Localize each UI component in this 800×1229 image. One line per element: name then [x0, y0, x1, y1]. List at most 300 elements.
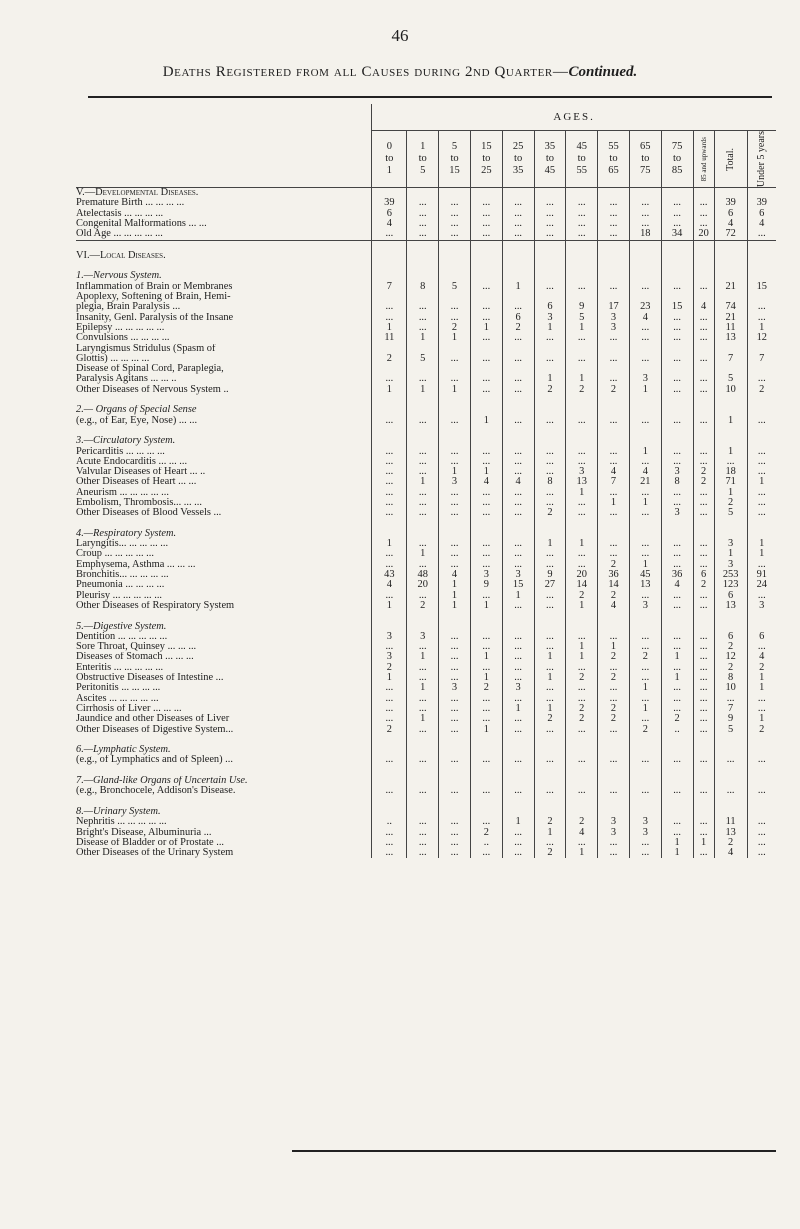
table-cell: ... [566, 632, 598, 642]
table-cell [407, 251, 439, 261]
row-label [76, 797, 372, 807]
row-label: Other Diseases of Blood Vessels ... [76, 508, 222, 519]
table-cell: ... [629, 457, 661, 467]
table-cell: ... [439, 673, 471, 683]
table-cell [693, 426, 714, 436]
row-label [76, 426, 372, 436]
row-label: Croup ... ... ... ... ... [76, 549, 154, 560]
table-row [76, 405, 776, 415]
table-cell: 2 [372, 725, 407, 735]
table-cell: ... [693, 209, 714, 219]
table-cell: 14 [566, 580, 598, 590]
table-cell [661, 188, 693, 199]
table-cell: 2 [747, 725, 776, 735]
table-cell: 1 [566, 374, 598, 384]
table-cell: ... [693, 652, 714, 662]
table-row [76, 519, 776, 529]
table-row [76, 807, 776, 817]
table-cell [502, 271, 534, 281]
table-cell: ... [629, 632, 661, 642]
table-cell: ... [598, 663, 630, 673]
table-cell: 9 [470, 580, 502, 590]
table-row [76, 725, 776, 735]
table-cell: ... [629, 323, 661, 333]
table-cell [407, 622, 439, 632]
age-column-header: 15 to 25 [470, 131, 502, 188]
table-cell: ... [470, 229, 502, 240]
table-cell [693, 271, 714, 281]
table-cell: ... [566, 209, 598, 219]
table-cell: ... [629, 539, 661, 549]
table-cell: ... [661, 786, 693, 796]
table-cell [661, 529, 693, 539]
table-cell: ... [566, 725, 598, 735]
table-cell: ... [661, 663, 693, 673]
total-header-text: Total. [725, 147, 737, 171]
table-cell: 1 [566, 539, 598, 549]
row-label: Laryngitis... ... ... ... ... [76, 539, 169, 550]
table-cell: ... [372, 498, 407, 508]
table-cell: ... [502, 632, 534, 642]
table-cell: ... [407, 302, 439, 312]
table-cell: 11 [372, 333, 407, 343]
table-cell: ... [566, 694, 598, 704]
table-cell [714, 426, 747, 436]
table-cell: ... [566, 219, 598, 229]
table-cell: 1 [439, 385, 471, 395]
table-cell: ... [661, 755, 693, 765]
table-cell [470, 622, 502, 632]
table-cell: 1 [407, 333, 439, 343]
table-cell: ... [372, 447, 407, 457]
table-cell: ... [470, 632, 502, 642]
table-cell [566, 622, 598, 632]
under-5-header [747, 131, 776, 188]
table-cell: ... [693, 488, 714, 498]
table-row [76, 529, 776, 539]
table-cell [534, 519, 566, 529]
table-cell: ... [629, 642, 661, 652]
row-label [76, 766, 372, 776]
row-label: Disease of Spinal Cord, Paraplegia, [76, 364, 224, 375]
row-label: Bronchitis... ... ... ... ... [76, 570, 169, 581]
table-cell: ... [470, 704, 502, 714]
table-cell: ... [629, 282, 661, 292]
table-cell: ... [534, 416, 566, 426]
table-cell: 2 [534, 848, 566, 858]
table-cell: ... [661, 219, 693, 229]
row-label: Premature Birth ... ... ... ... [76, 198, 185, 209]
table-cell: ... [470, 302, 502, 312]
table-cell: 2 [439, 323, 471, 333]
table-cell: 1 [502, 282, 534, 292]
table-cell [629, 622, 661, 632]
table-cell [502, 735, 534, 745]
table-row [76, 755, 776, 765]
table-cell [629, 292, 661, 302]
table-cell: 21 [714, 313, 747, 323]
table-cell: 13 [714, 601, 747, 611]
table-cell: ... [534, 694, 566, 704]
row-label: 5.—Digestive System. [76, 621, 167, 632]
table-cell: ... [693, 663, 714, 673]
table-cell: ... [693, 786, 714, 796]
table-cell [372, 776, 407, 786]
table-cell: 2 [566, 591, 598, 601]
table-cell: 2 [566, 714, 598, 724]
table-cell: ... [629, 549, 661, 559]
table-cell: ... [470, 591, 502, 601]
table-cell: 1 [566, 642, 598, 652]
table-cell [534, 797, 566, 807]
table-cell: 12 [747, 333, 776, 343]
table-cell [470, 529, 502, 539]
table-cell [661, 519, 693, 529]
table-cell [534, 251, 566, 261]
table-cell: 2 [566, 817, 598, 827]
row-label: 8.—Urinary System. [76, 806, 161, 817]
page-title-continued: Continued. [568, 64, 638, 80]
table-cell: ... [439, 488, 471, 498]
table-cell [714, 271, 747, 281]
table-cell [407, 735, 439, 745]
row-label: Sore Throat, Quinsey ... ... ... [76, 642, 197, 653]
table-cell: ... [372, 560, 407, 570]
table-cell: ... [470, 817, 502, 827]
table-cell: 6 [747, 632, 776, 642]
table-cell: 24 [747, 580, 776, 590]
table-cell: ... [693, 591, 714, 601]
table-cell [566, 240, 598, 251]
table-cell [747, 519, 776, 529]
table-cell: 1 [534, 828, 566, 838]
table-cell: ... [693, 198, 714, 208]
table-row [76, 508, 776, 518]
table-cell [714, 776, 747, 786]
table-cell: ... [372, 683, 407, 693]
table-cell: 2 [693, 467, 714, 477]
table-row [76, 848, 776, 858]
table-cell: .. [470, 838, 502, 848]
table-cell: ... [534, 663, 566, 673]
table-cell: ... [629, 848, 661, 858]
table-row [76, 198, 776, 208]
table-cell: 1 [372, 539, 407, 549]
table-cell: 2 [598, 385, 630, 395]
table-cell: ... [470, 848, 502, 858]
table-cell: 1 [534, 652, 566, 662]
table-cell [502, 436, 534, 446]
table-cell: 1 [470, 467, 502, 477]
table-cell: ... [661, 498, 693, 508]
table-row [76, 766, 776, 776]
table-cell: ... [747, 838, 776, 848]
row-label: Other Diseases of Nervous System .. [76, 384, 229, 395]
table-cell [714, 611, 747, 621]
table-cell: ... [439, 447, 471, 457]
table-row [76, 673, 776, 683]
row-label: Insanity, Genl. Paralysis of the Insane [76, 312, 234, 323]
table-cell: ... [372, 591, 407, 601]
table-cell: ... [534, 209, 566, 219]
table-cell [407, 240, 439, 251]
table-cell [629, 735, 661, 745]
table-cell: ... [534, 632, 566, 642]
table-cell [407, 188, 439, 199]
table-cell: ... [629, 786, 661, 796]
table-cell: 3 [534, 313, 566, 323]
row-label: Dentition ... ... ... ... ... [76, 631, 168, 642]
table-cell: ... [470, 508, 502, 518]
row-label: (e.g., of Lymphatics and of Spleen) ... [76, 755, 233, 766]
table-cell: ... [598, 447, 630, 457]
table-cell: 1 [714, 416, 747, 426]
table-cell: 6 [502, 313, 534, 323]
table-cell: ... [439, 374, 471, 384]
page-number: 46 [391, 26, 409, 45]
table-cell: ... [747, 374, 776, 384]
table-cell [598, 611, 630, 621]
table-cell: ... [372, 786, 407, 796]
table-row [76, 601, 776, 611]
table-cell: 1 [714, 488, 747, 498]
table-cell: ... [629, 755, 661, 765]
table-cell: ... [502, 209, 534, 219]
row-label: Jaundice and other Diseases of Liver [76, 714, 230, 725]
table-cell: 2 [693, 477, 714, 487]
table-cell: 2 [534, 385, 566, 395]
table-cell [534, 188, 566, 199]
table-cell: 6 [534, 302, 566, 312]
table-cell [747, 745, 776, 755]
table-cell [502, 344, 534, 354]
table-cell: 1 [747, 539, 776, 549]
table-cell [661, 745, 693, 755]
table-row [76, 828, 776, 838]
age-column-header: 35 to 45 [534, 131, 566, 188]
table-cell: ... [693, 828, 714, 838]
table-cell [439, 271, 471, 281]
table-cell: ... [598, 549, 630, 559]
table-cell: ... [439, 725, 471, 735]
table-cell: ... [372, 694, 407, 704]
table-cell [534, 807, 566, 817]
table-cell: ... [629, 714, 661, 724]
table-cell: ... [372, 416, 407, 426]
table-cell: 7 [372, 282, 407, 292]
table-cell: ... [534, 229, 566, 240]
table-cell: ... [747, 302, 776, 312]
table-cell: ... [566, 354, 598, 364]
table-row [76, 229, 776, 240]
table-cell [747, 426, 776, 436]
table-cell: ... [534, 683, 566, 693]
table-cell: ... [661, 416, 693, 426]
table-cell: 8 [534, 477, 566, 487]
deaths-by-age-table [76, 104, 776, 858]
table-cell: 3 [629, 828, 661, 838]
table-cell [439, 745, 471, 755]
table-cell: ... [566, 786, 598, 796]
table-cell [598, 188, 630, 199]
ages-header: AGES. [372, 104, 776, 131]
table-cell: ... [502, 467, 534, 477]
table-cell: 1 [372, 601, 407, 611]
table-row [76, 447, 776, 457]
table-cell: ... [661, 333, 693, 343]
table-cell: ... [534, 560, 566, 570]
table-cell: 9 [714, 714, 747, 724]
table-cell [747, 766, 776, 776]
table-cell [470, 292, 502, 302]
table-cell: ... [747, 467, 776, 477]
table-cell: ... [661, 591, 693, 601]
row-label: Ascites ... ... ... ... ... [76, 693, 159, 704]
table-row [76, 694, 776, 704]
table-cell [714, 344, 747, 354]
table-cell: ... [747, 828, 776, 838]
table-cell: 3 [661, 467, 693, 477]
table-cell [661, 436, 693, 446]
table-cell: 1 [439, 580, 471, 590]
table-cell [534, 405, 566, 415]
table-cell: ... [470, 282, 502, 292]
table-cell: ... [534, 642, 566, 652]
table-cell [629, 271, 661, 281]
table-cell: 1 [407, 549, 439, 559]
table-cell [502, 405, 534, 415]
table-cell: 1 [747, 683, 776, 693]
table-cell: 18 [629, 229, 661, 240]
table-cell [534, 292, 566, 302]
table-cell [566, 405, 598, 415]
table-cell: ... [598, 683, 630, 693]
table-cell: ... [566, 447, 598, 457]
table-cell [372, 611, 407, 621]
table-cell: ... [693, 704, 714, 714]
table-cell: 253 [714, 570, 747, 580]
table-cell: ... [534, 467, 566, 477]
table-cell: 1 [534, 673, 566, 683]
table-cell [693, 766, 714, 776]
table-cell: 3 [629, 374, 661, 384]
table-cell: ... [693, 560, 714, 570]
table-cell [470, 807, 502, 817]
table-cell [693, 776, 714, 786]
table-cell: 13 [714, 333, 747, 343]
table-cell: 6 [747, 209, 776, 219]
table-row [76, 683, 776, 693]
table-cell: ... [629, 591, 661, 601]
table-cell: ... [566, 198, 598, 208]
table-cell: ... [661, 313, 693, 323]
table-cell [598, 807, 630, 817]
table-cell: ... [693, 549, 714, 559]
table-cell: 123 [714, 580, 747, 590]
table-cell: ... [747, 457, 776, 467]
table-cell: 7 [747, 354, 776, 364]
table-cell [566, 251, 598, 261]
row-label: Pleurisy ... ... ... ... ... [76, 590, 163, 601]
table-cell [534, 240, 566, 251]
table-cell: ... [407, 642, 439, 652]
table-cell: 1 [439, 467, 471, 477]
table-cell: ... [566, 508, 598, 518]
table-cell [470, 271, 502, 281]
table-cell: 1 [566, 488, 598, 498]
table-cell: ... [470, 498, 502, 508]
table-cell: ... [407, 838, 439, 848]
table-cell: ... [661, 642, 693, 652]
table-cell: ... [693, 354, 714, 364]
table-cell: 15 [661, 302, 693, 312]
table-cell [470, 405, 502, 415]
table-cell: 15 [502, 580, 534, 590]
table-cell: 4 [629, 467, 661, 477]
table-cell: 1 [661, 673, 693, 683]
table-cell: ... [439, 632, 471, 642]
table-cell [566, 735, 598, 745]
table-cell: ... [470, 385, 502, 395]
table-cell: ... [502, 549, 534, 559]
row-label: 7.—Gland-like Organs of Uncertain Use. [76, 776, 248, 787]
table-cell: ... [470, 714, 502, 724]
table-cell [470, 776, 502, 786]
table-cell [372, 797, 407, 807]
table-row [76, 477, 776, 487]
table-cell: 9 [534, 570, 566, 580]
table-row [76, 385, 776, 395]
table-cell [439, 797, 471, 807]
table-cell: 3 [598, 828, 630, 838]
table-cell: ... [629, 508, 661, 518]
table-cell: ... [470, 333, 502, 343]
table-cell: 1 [470, 673, 502, 683]
table-cell: 71 [714, 477, 747, 487]
table-cell [661, 271, 693, 281]
table-cell: 6 [714, 209, 747, 219]
table-cell [439, 188, 471, 199]
table-cell: 2 [598, 591, 630, 601]
table-cell [747, 240, 776, 251]
table-cell [439, 405, 471, 415]
table-cell: ... [693, 848, 714, 858]
table-cell [566, 426, 598, 436]
table-cell: ... [372, 467, 407, 477]
table-cell [372, 271, 407, 281]
table-cell [747, 405, 776, 415]
table-cell [693, 436, 714, 446]
table-cell: ... [598, 632, 630, 642]
table-cell: 3 [566, 467, 598, 477]
table-row [76, 611, 776, 621]
table-cell: 4 [598, 601, 630, 611]
table-cell [661, 776, 693, 786]
table-cell: ... [439, 313, 471, 323]
table-cell [372, 188, 407, 199]
table-cell [598, 529, 630, 539]
table-cell: ... [502, 601, 534, 611]
table-cell: ... [693, 447, 714, 457]
table-cell: 1 [693, 838, 714, 848]
table-cell: ... [693, 282, 714, 292]
row-label: Bright's Disease, Albuminuria ... [76, 827, 212, 838]
table-cell: ... [661, 539, 693, 549]
table-cell: ... [534, 601, 566, 611]
table-cell: 4 [372, 219, 407, 229]
table-cell: ... [661, 209, 693, 219]
table-cell: 5 [407, 354, 439, 364]
